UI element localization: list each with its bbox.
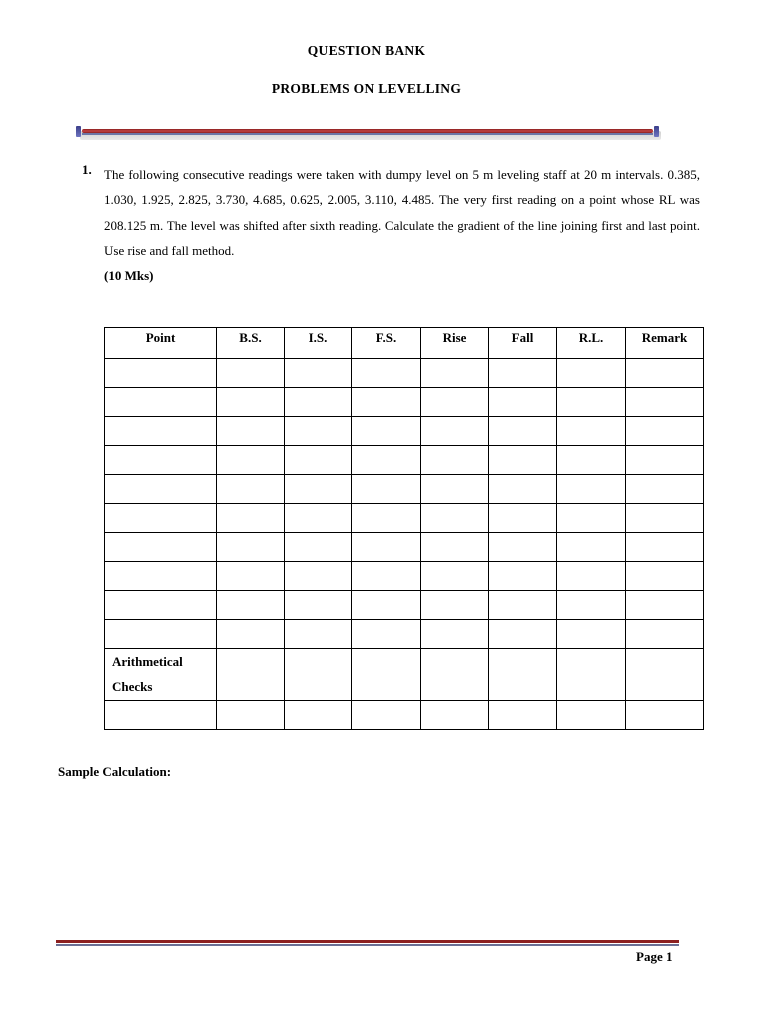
table-cell (489, 620, 557, 649)
table-cell (105, 417, 217, 446)
table-cell (352, 620, 421, 649)
table-cell (352, 475, 421, 504)
table-cell (626, 591, 704, 620)
table-cell (285, 359, 352, 388)
table-cell (352, 533, 421, 562)
col-header-rl: R.L. (557, 328, 626, 359)
table-row (105, 417, 704, 446)
table-row (105, 701, 704, 730)
table-cell (557, 562, 626, 591)
table-cell (285, 475, 352, 504)
table-cell (421, 504, 489, 533)
table-cell (217, 504, 285, 533)
table-cell (217, 591, 285, 620)
table-cell (421, 701, 489, 730)
table-cell (217, 388, 285, 417)
table-cell (421, 359, 489, 388)
table-row (105, 388, 704, 417)
table-cell (626, 562, 704, 591)
table-cell (285, 446, 352, 475)
table-cell (557, 388, 626, 417)
table-cell (217, 533, 285, 562)
table-cell (217, 649, 285, 701)
table-cell (626, 417, 704, 446)
page-subtitle: PROBLEMS ON LEVELLING (271, 81, 462, 96)
table-cell (626, 388, 704, 417)
table-cell (217, 359, 285, 388)
col-header-remark: Remark (626, 328, 704, 359)
table-cell (217, 417, 285, 446)
divider-right-cap-icon (654, 126, 659, 137)
col-header-fall: Fall (489, 328, 557, 359)
table-cell (557, 417, 626, 446)
table-cell (217, 446, 285, 475)
table-cell (285, 504, 352, 533)
table-cell (626, 620, 704, 649)
table-row (105, 562, 704, 591)
table-header-row (105, 328, 704, 359)
table-cell (557, 533, 626, 562)
table-cell (421, 562, 489, 591)
divider-left-cap-icon (76, 126, 81, 137)
table-cell (352, 417, 421, 446)
table-cell (285, 388, 352, 417)
table-cell (557, 620, 626, 649)
table-cell (489, 388, 557, 417)
question-text: The following consecutive readings were taken with dumpy level on 5 m leveling staff at 20 m intervals. 0.385, 1.030, 1.925, 2.825, 3.730, 4.685, 0.625, 2.005, 3.110, 4.485. The very first reading on a point whose RL was 208.125 m. The level was shifted after sixth reading. Calculate the gradient of the line joining first and last point. Use rise and fall method. (104, 167, 700, 258)
table-cell (105, 562, 217, 591)
page-title: QUESTION BANK (307, 43, 426, 58)
table-cell (557, 504, 626, 533)
check-label-line1: Arithmetical (112, 654, 183, 669)
table-row (105, 533, 704, 562)
table-cell (217, 562, 285, 591)
table-cell (352, 591, 421, 620)
table-cell (626, 504, 704, 533)
table-cell (557, 359, 626, 388)
table-cell (626, 701, 704, 730)
table-row (105, 475, 704, 504)
table-cell (626, 533, 704, 562)
question-number: 1. (82, 162, 92, 177)
col-header-rise: Rise (421, 328, 489, 359)
table-cell (489, 417, 557, 446)
table-cell (421, 533, 489, 562)
table-cell (285, 562, 352, 591)
table-cell (421, 620, 489, 649)
table-cell (105, 475, 217, 504)
table-cell (285, 417, 352, 446)
col-header-bs: B.S. (217, 328, 285, 359)
table-cell (421, 388, 489, 417)
table-cell (489, 649, 557, 701)
sample-calculation-heading: Sample Calculation: (58, 764, 172, 779)
table-cell (352, 562, 421, 591)
table-cell (285, 533, 352, 562)
table-cell (352, 359, 421, 388)
table-cell (421, 649, 489, 701)
table-cell (557, 475, 626, 504)
table-cell (489, 475, 557, 504)
table-cell (352, 446, 421, 475)
question-marks: (10 Mks) (104, 268, 154, 284)
footer-divider (56, 940, 679, 948)
table-cell (352, 388, 421, 417)
table-cell (421, 446, 489, 475)
table-cell (352, 504, 421, 533)
table-cell (557, 446, 626, 475)
table-cell (626, 446, 704, 475)
table-cell (352, 701, 421, 730)
table-cell (489, 591, 557, 620)
table-cell (105, 446, 217, 475)
table-cell (557, 649, 626, 701)
table-cell (285, 620, 352, 649)
table-cell (285, 649, 352, 701)
table-cell (489, 701, 557, 730)
table-cell (421, 591, 489, 620)
table-row (105, 620, 704, 649)
table-cell (489, 533, 557, 562)
arithmetical-checks-row (105, 649, 704, 701)
table-cell (217, 701, 285, 730)
check-label-line2: Checks (112, 679, 153, 694)
col-header-point: Point (105, 328, 217, 359)
table-cell (105, 533, 217, 562)
table-cell (105, 504, 217, 533)
table-row (105, 591, 704, 620)
table-cell (626, 359, 704, 388)
table-cell (352, 649, 421, 701)
table-cell (421, 475, 489, 504)
col-header-is: I.S. (285, 328, 352, 359)
question-1 (78, 162, 700, 288)
levelling-table (104, 327, 704, 730)
table-cell (489, 359, 557, 388)
table-cell (217, 475, 285, 504)
table-cell (217, 620, 285, 649)
table-row (105, 359, 704, 388)
table-cell (285, 701, 352, 730)
table-cell (489, 504, 557, 533)
table-cell (489, 446, 557, 475)
table-row (105, 446, 704, 475)
table-cell (626, 649, 704, 701)
question-text-block (104, 162, 700, 288)
table-cell (105, 591, 217, 620)
col-header-fs: F.S. (352, 328, 421, 359)
table-cell (557, 591, 626, 620)
table-cell (285, 591, 352, 620)
table-cell (626, 475, 704, 504)
table-cell (105, 620, 217, 649)
page-number: Page 1 (636, 949, 673, 964)
table-cell (421, 417, 489, 446)
table-cell (105, 388, 217, 417)
table-cell (489, 562, 557, 591)
table-row (105, 504, 704, 533)
arithmetical-checks-label (105, 649, 217, 701)
table-cell (557, 701, 626, 730)
table-cell (105, 359, 217, 388)
table-cell (105, 701, 217, 730)
header-divider (76, 126, 661, 142)
